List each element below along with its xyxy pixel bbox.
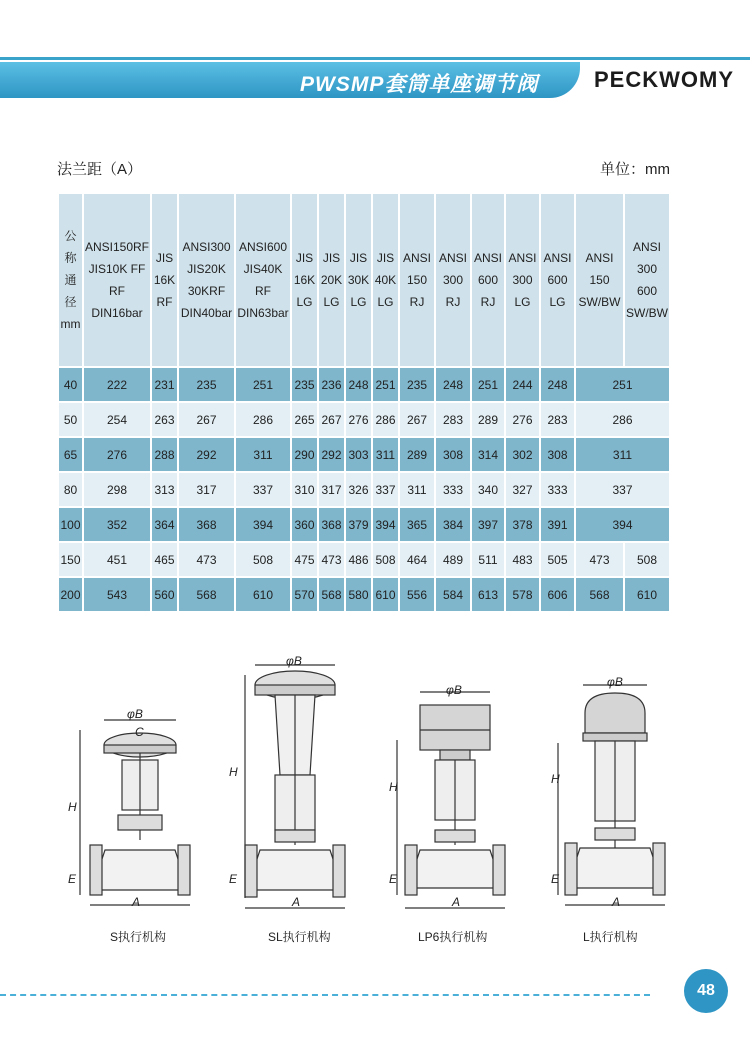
table-cell: 511 [471,542,505,577]
column-header-line: SW/BW [578,295,621,309]
table-cell: 333 [435,472,471,507]
table-cell: 568 [575,577,624,612]
sl-actuator-diagram [225,650,360,925]
column-header-line: 20K [320,273,343,287]
table-cell: 292 [178,437,235,472]
bonnet [595,828,635,840]
electric-actuator-box [420,705,490,750]
bonnet [118,815,162,830]
column-header-line: RJ [480,295,496,309]
table-cell: 248 [435,367,471,402]
table-cell: 289 [471,402,505,437]
table-cell: 288 [151,437,178,472]
dim-b-label: φB [127,707,143,721]
column-header-line: ANSI [632,240,661,254]
column-header [540,193,575,367]
column-header-line: 40K [374,273,397,287]
table-cell: 473 [318,542,345,577]
column-header [345,193,372,367]
table-cell: 303 [345,437,372,472]
dim-b-label: φB [286,654,302,668]
nominal-diameter-cell: 80 [58,472,83,507]
table-cell: 379 [345,507,372,542]
column-header-line: RF [255,284,271,298]
table-cell: 313 [151,472,178,507]
dim-h-label: H [389,780,398,794]
table-cell: 340 [471,472,505,507]
dim-a-label: A [292,895,301,909]
table-cell: 267 [178,402,235,437]
column-header-line: LG [377,295,394,309]
column-header-line: JIS10K FF [88,262,146,276]
table-cell: 326 [345,472,372,507]
lp6-actuator-label: LP6执行机构 [418,930,488,944]
table-cell: 286 [235,402,291,437]
table-cell: 610 [372,577,399,612]
table-cell: 302 [505,437,540,472]
table-cell: 248 [345,367,372,402]
table-cell: 286 [372,402,399,437]
table-cell: 465 [151,542,178,577]
column-header-line: ANSI [438,251,467,265]
table-cell: 327 [505,472,540,507]
lp6-actuator-diagram [385,680,510,925]
column-header-line: LG [323,295,340,309]
column-header-line: ANSI [473,251,502,265]
column-header [178,193,235,367]
table-cell: 236 [318,367,345,402]
column-header [471,193,505,367]
right-flange [653,843,665,895]
table-cell: 606 [540,577,575,612]
table-cell: 508 [624,542,670,577]
table-cell: 584 [435,577,471,612]
column-header-line: JIS40K [243,262,283,276]
column-header-line: 150 [589,273,610,287]
table-cell: 613 [471,577,505,612]
table-cell: 378 [505,507,540,542]
column-header [399,193,435,367]
diaphragm-ring [104,745,176,753]
column-header [291,193,318,367]
column-header-line: 600 [477,273,499,287]
table-cell: 365 [399,507,435,542]
table-cell: 360 [291,507,318,542]
column-header-line: JIS20K [187,262,226,276]
table-cell: 254 [83,402,151,437]
page-title: PWSMP套筒单座调节阀 [300,73,539,96]
left-flange [90,845,102,895]
table-cell: 317 [178,472,235,507]
table-cell: 570 [291,577,318,612]
valve-body [575,848,655,888]
column-header-line: JIS [155,251,174,265]
table-cell: 337 [372,472,399,507]
table-cell: 251 [575,367,670,402]
table-cell: 235 [399,367,435,402]
table-cell: 475 [291,542,318,577]
table-cell: 580 [345,577,372,612]
column-header [235,193,291,367]
table-row [58,542,670,577]
column-header-line: ANSI150RF [84,240,150,254]
table-cell: 473 [178,542,235,577]
column-header-line: 300 [512,273,533,287]
column-header-line: RJ [445,295,461,309]
column-header-line: JIS [295,251,314,265]
dim-h-label: H [229,765,238,779]
page-number: 48 [684,969,728,1013]
dim-h-label: H [68,800,77,814]
table-cell: 384 [435,507,471,542]
table-cell: 286 [575,402,670,437]
table-cell: 364 [151,507,178,542]
table-cell: 508 [235,542,291,577]
column-header-line: JIS [376,251,395,265]
table-cell: 333 [540,472,575,507]
column-header-line: 300 [442,273,464,287]
table-cell: 337 [575,472,670,507]
table-row [58,437,670,472]
table-cell: 265 [291,402,318,437]
table-cell: 505 [540,542,575,577]
dim-e-label: E [229,872,238,886]
table-cell: 337 [235,472,291,507]
table-cell: 267 [318,402,345,437]
sl-actuator-label: SL执行机构 [268,930,331,944]
column-header-line: DIN16bar [91,306,143,320]
dim-e-label: E [68,872,77,886]
column-header-line: 16K [293,273,316,287]
table-cell: 235 [291,367,318,402]
table-cell: 248 [540,367,575,402]
table-cell: 289 [399,437,435,472]
table-cell: 610 [624,577,670,612]
table-cell: 290 [291,437,318,472]
nominal-diameter-cell: 50 [58,402,83,437]
column-header-line: mm [60,317,81,331]
table-cell: 311 [575,437,670,472]
column-header-line: 150 [406,273,428,287]
table-cell: 397 [471,507,505,542]
table-row [58,472,670,507]
table-cell: 560 [151,577,178,612]
column-header-line: SW/BW [626,306,668,320]
table-cell: 276 [345,402,372,437]
table-cell: 311 [235,437,291,472]
nominal-diameter-cell: 200 [58,577,83,612]
table-cell: 276 [83,437,151,472]
nominal-diameter-cell: 65 [58,437,83,472]
table-cell: 308 [540,437,575,472]
table-cell: 251 [372,367,399,402]
column-header-line: ANSI [543,251,572,265]
flange-distance-table [57,192,671,613]
column-header-line: ANSI300 [182,240,231,254]
table-cell: 314 [471,437,505,472]
table-cell: 464 [399,542,435,577]
bonnet [275,830,315,842]
column-header-line: 公 [64,229,77,243]
nominal-diameter-cell: 100 [58,507,83,542]
valve-body [415,850,495,888]
column-header-line: 600 [547,273,568,287]
dim-a-label: A [452,895,461,909]
table-cell: 222 [83,367,151,402]
valve-body [100,850,180,890]
dim-e-label: E [389,872,398,886]
nominal-diameter-cell: 40 [58,367,83,402]
column-header-line: 16K [153,273,176,287]
right-flange [333,845,345,897]
table-cell: 508 [372,542,399,577]
unit-label: 单位：mm [600,161,670,178]
table-row [58,367,670,402]
table-cell: 311 [399,472,435,507]
table-cell: 610 [235,577,291,612]
dim-e-label: E [551,872,560,886]
diaphragm-ring [255,685,335,695]
column-header-line: DIN63bar [237,306,289,320]
table-cell: 283 [540,402,575,437]
column-header-line: JIS [322,251,341,265]
column-header-line: ANSI [402,251,431,265]
l-actuator-label: L执行机构 [583,930,638,944]
column-header-line: ANSI600 [238,240,288,254]
table-row [58,577,670,612]
table-cell: 311 [372,437,399,472]
table-cell: 298 [83,472,151,507]
table-row [58,402,670,437]
column-header-line: RJ [409,295,425,309]
table-cell: 394 [235,507,291,542]
column-header-line: 称 [64,251,77,265]
table-cell: 486 [345,542,372,577]
dome-cap [585,693,645,733]
table-cell: 292 [318,437,345,472]
table-cell: 231 [151,367,178,402]
left-flange [405,845,417,895]
column-header-line: LG [549,295,566,309]
table-cell: 489 [435,542,471,577]
column-header-line: 300 [636,262,658,276]
column-header [372,193,399,367]
right-flange [493,845,505,895]
table-cell: 473 [575,542,624,577]
table-cell: 308 [435,437,471,472]
table-cell: 352 [83,507,151,542]
table-header-row [58,193,670,367]
column-header [505,193,540,367]
column-header [58,193,83,367]
table-cell: 276 [505,402,540,437]
column-header [575,193,624,367]
table-cell: 556 [399,577,435,612]
column-header [318,193,345,367]
table-cell: 235 [178,367,235,402]
footer-dashed-rule [0,994,650,996]
column-header-line: DIN40bar [180,306,233,320]
column-header-line: ANSI [585,251,614,265]
column-header-line: RF [156,295,173,309]
table-cell: 394 [372,507,399,542]
table-row [58,507,670,542]
bonnet [435,830,475,842]
dim-c-label: C [135,725,144,739]
table-cell: 368 [178,507,235,542]
dim-b-label: φB [446,683,462,697]
column-header [624,193,670,367]
l-actuator-diagram [550,673,675,925]
top-rule [0,57,750,60]
column-header [435,193,471,367]
table-cell: 310 [291,472,318,507]
left-flange [245,845,257,897]
s-actuator-label: S执行机构 [110,930,167,944]
table-cell: 244 [505,367,540,402]
valve-body [255,850,335,890]
nominal-diameter-cell: 150 [58,542,83,577]
brand-logo: PECKWOMY [594,67,734,92]
table-cell: 368 [318,507,345,542]
column-header [83,193,151,367]
column-header-line: JIS [349,251,368,265]
dim-b-label: φB [607,675,623,689]
column-header-line: LG [514,295,531,309]
column-header-line: 30K [347,273,370,287]
column-header-line: LG [296,295,313,309]
column-header-line: 30KRF [187,284,226,298]
column-header-line: 600 [636,284,658,298]
right-flange [178,845,190,895]
column-header-line: LG [350,295,367,309]
column-header [151,193,178,367]
table-cell: 283 [435,402,471,437]
column-header-line: 通 [64,273,77,287]
column-header-line: RF [109,284,125,298]
table-cell: 263 [151,402,178,437]
table-cell: 543 [83,577,151,612]
table-cell: 568 [318,577,345,612]
diaphragm-ring [583,733,647,741]
table-cell: 251 [235,367,291,402]
dim-a-label: A [132,895,141,909]
table-cell: 391 [540,507,575,542]
table-cell: 483 [505,542,540,577]
dim-h-label: H [551,772,560,786]
actuator-neck [440,750,470,760]
table-cell: 568 [178,577,235,612]
table-cell: 394 [575,507,670,542]
table-cell: 451 [83,542,151,577]
table-cell: 267 [399,402,435,437]
column-header-line: 径 [64,295,77,309]
table-cell: 578 [505,577,540,612]
column-header-line: ANSI [508,251,537,265]
table-cell: 317 [318,472,345,507]
left-flange [565,843,577,895]
table-cell: 251 [471,367,505,402]
section-title: 法兰距（A） [57,161,143,178]
dim-a-label: A [612,895,621,909]
